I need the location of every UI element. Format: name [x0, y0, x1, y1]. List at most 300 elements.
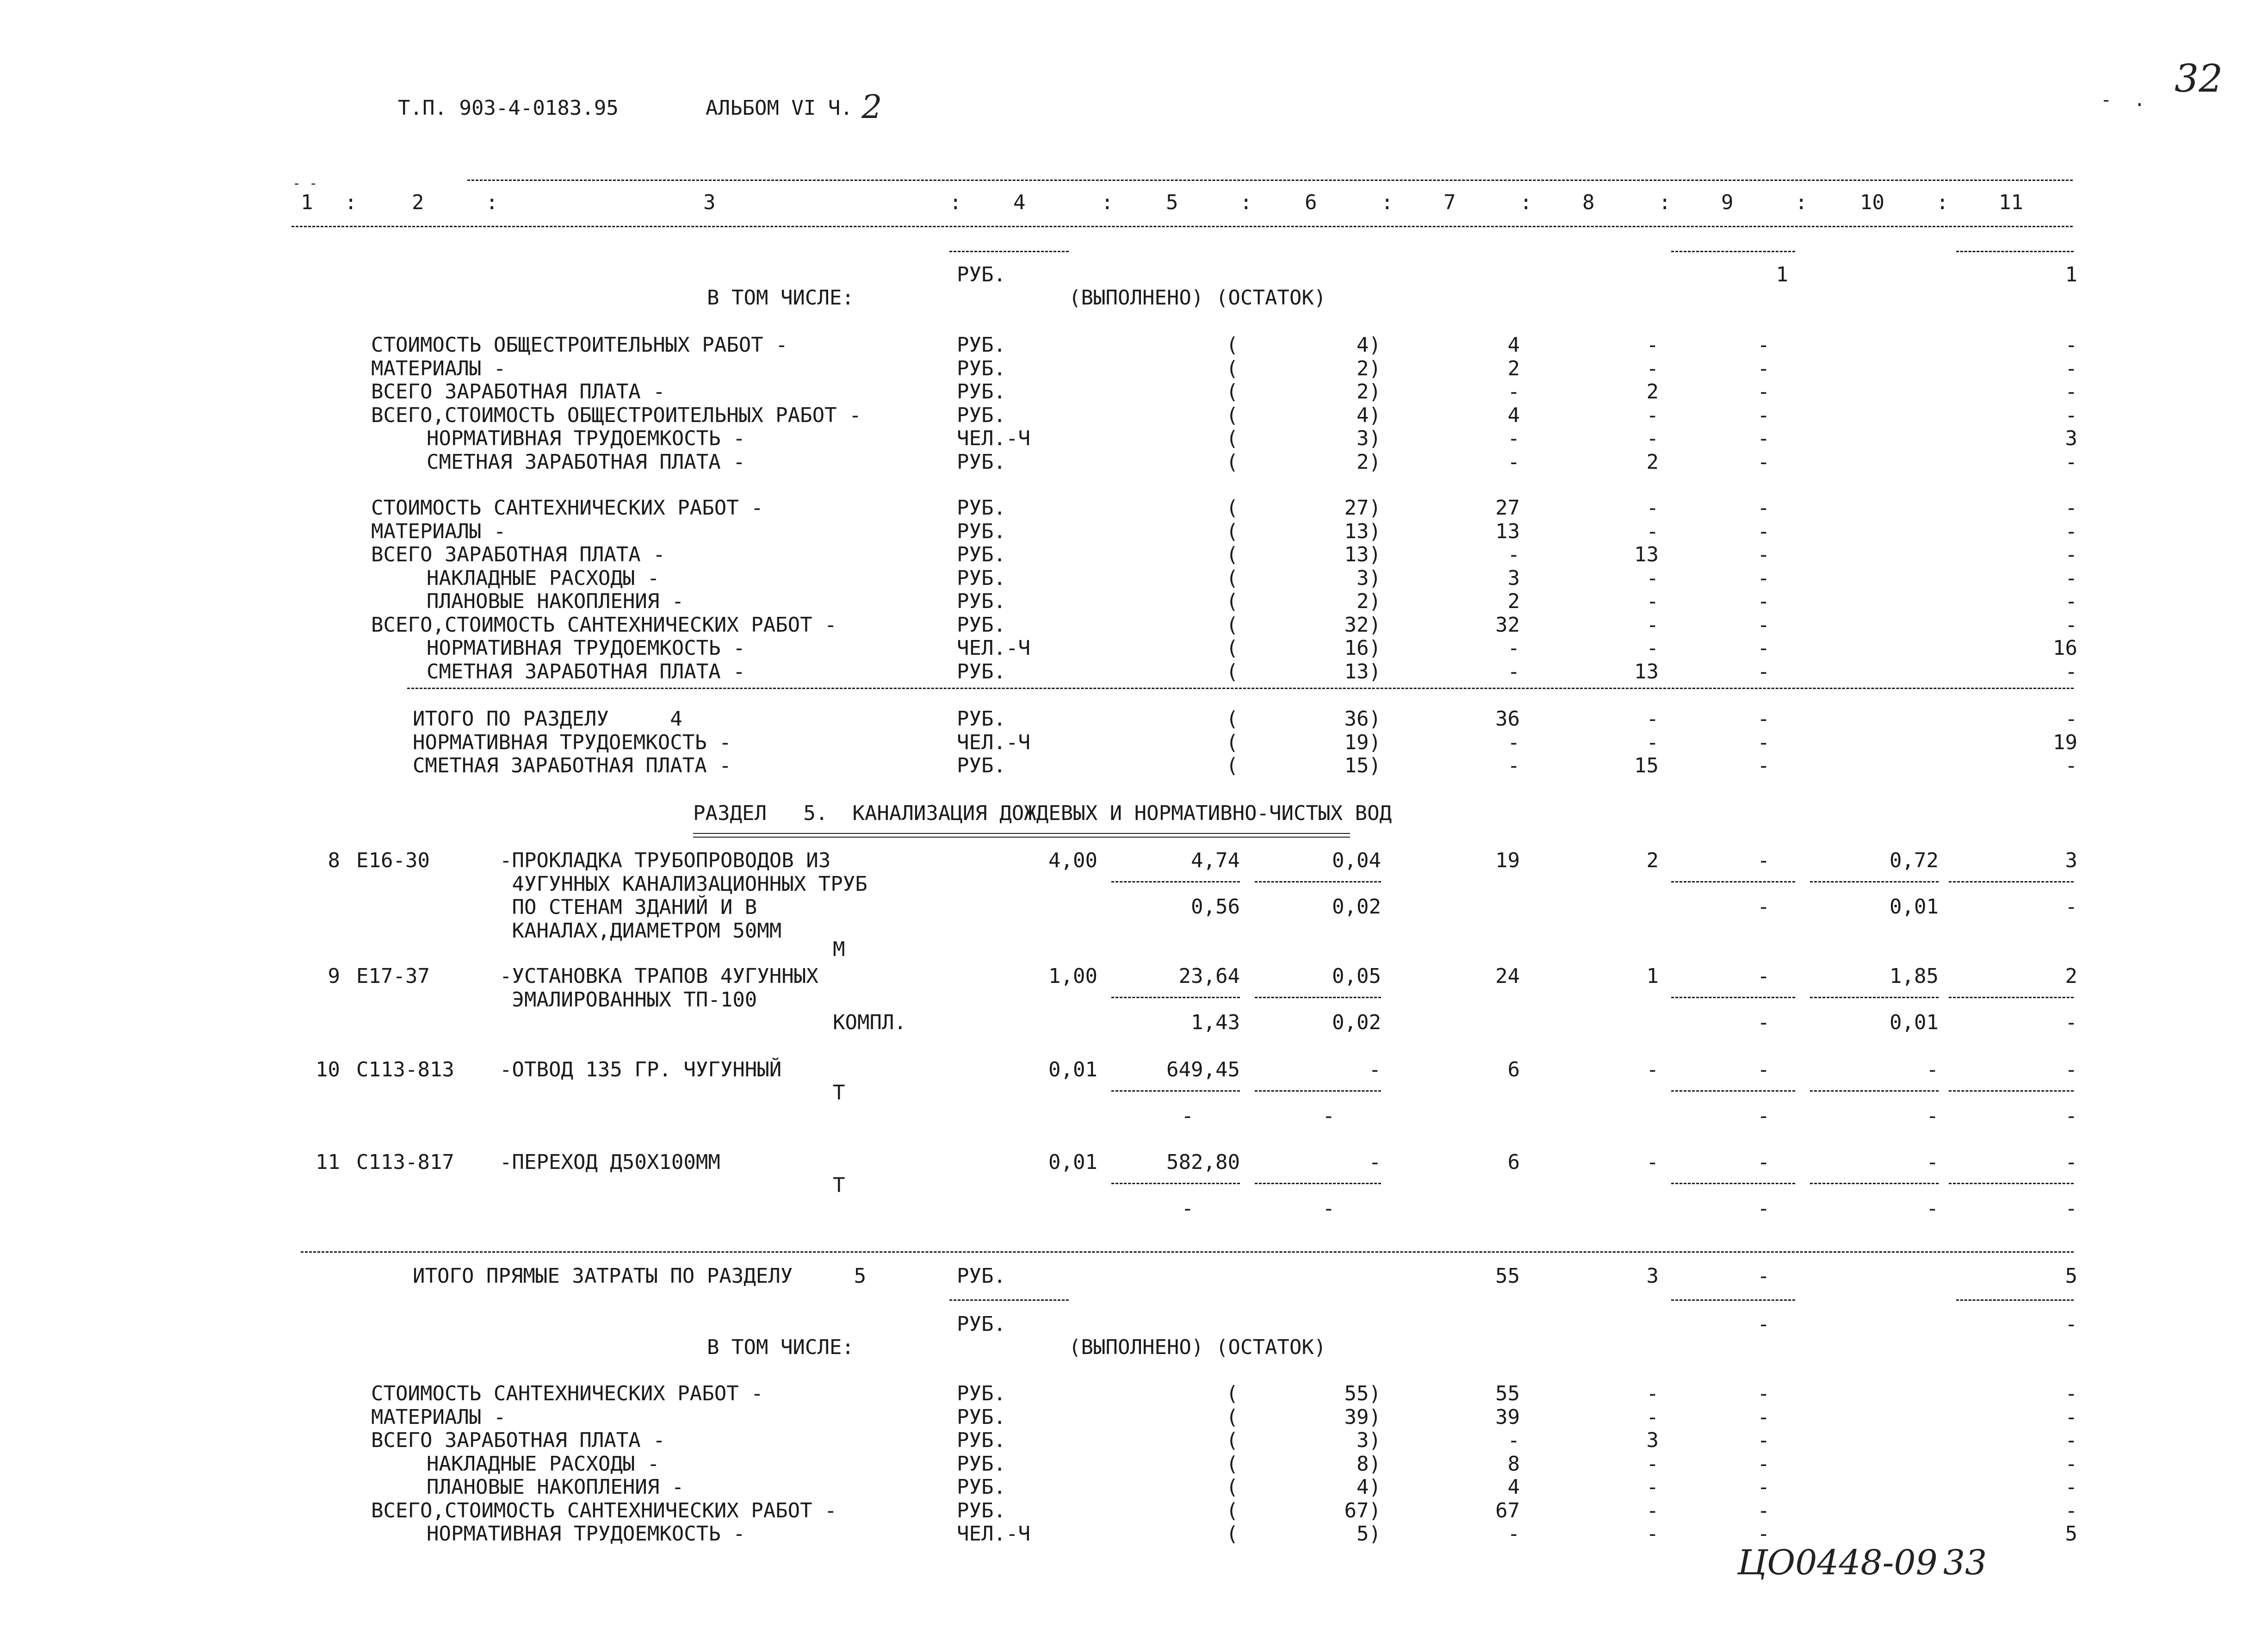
unit-cell: РУБ.	[957, 356, 1006, 380]
col11-cell: -	[2065, 707, 2077, 731]
col9-cell: -	[1757, 496, 1770, 520]
col6-sub-cell: -	[1322, 1104, 1335, 1128]
paren-cell: (	[1226, 590, 1239, 613]
col7-cell: 13	[1495, 519, 1520, 543]
item-code: С113-813	[356, 1058, 454, 1081]
rule-col11	[1956, 1299, 2074, 1301]
col7-cell: 36	[1495, 707, 1520, 731]
rule-col9	[1671, 1299, 1795, 1301]
section5-title-underline	[693, 833, 1350, 838]
col7-cell: 24	[1495, 964, 1520, 988]
column-separator: :	[949, 191, 962, 214]
col7-cell: -	[1507, 754, 1520, 777]
col10-cell: -	[1926, 1058, 1939, 1081]
item-description: ЭМАЛИРОВАННЫХ ТП-100	[500, 988, 757, 1012]
col9-cell: -	[1757, 1522, 1770, 1546]
unit-cell: РУБ.	[957, 1498, 1006, 1522]
rule-col10	[1810, 1090, 1939, 1092]
col8-cell: 3	[1646, 1264, 1659, 1288]
item-description: -ПРОКЛАДКА ТРУБОПРОВОДОВ ИЗ	[500, 849, 831, 872]
col11-cell: -	[2065, 333, 2077, 357]
col11-cell: -	[2065, 1405, 2077, 1429]
col8-cell: -	[1646, 1522, 1659, 1546]
item-number: 10	[316, 1058, 340, 1081]
unit-cell: ЧЕЛ.-Ч	[957, 636, 1030, 660]
col9-cell: -	[1757, 1405, 1770, 1429]
col11-cell: -	[2065, 1498, 2077, 1522]
unit-cell: ЧЕЛ.-Ч	[957, 427, 1030, 450]
item-description: КАНАЛАХ,ДИАМЕТРОМ 50ММ	[500, 919, 782, 943]
col11-cell: -	[2065, 450, 2077, 474]
col11-sub-cell: -	[2065, 1011, 2077, 1034]
column-number-6: 6	[1305, 191, 1317, 214]
breakdown-label: ПЛАНОВЫЕ НАКОПЛЕНИЯ -	[427, 1475, 684, 1499]
col6-cell: 32)	[1344, 613, 1381, 637]
col10-cell: 0,72	[1890, 849, 1939, 872]
rule-col10	[1810, 881, 1939, 882]
rule-col6	[1255, 1090, 1381, 1092]
col11-cell: -	[2065, 613, 2077, 637]
col11-cell: -	[2065, 496, 2077, 520]
col6-cell: 0,04	[1332, 849, 1381, 872]
header-tick: - -	[292, 175, 318, 192]
col11-cell: -	[2065, 1429, 2077, 1452]
unit-cell: РУБ.	[957, 450, 1006, 474]
paren-cell: (	[1226, 543, 1239, 566]
col8-cell: -	[1646, 403, 1659, 427]
breakdown-label: ВСЕГО,СТОИМОСТЬ САНТЕХНИЧЕСКИХ РАБОТ -	[371, 1498, 837, 1522]
breakdown-label: МАТЕРИАЛЫ -	[371, 1405, 506, 1429]
col11-sub-cell: -	[2065, 895, 2077, 919]
col8-cell: 1	[1646, 964, 1659, 988]
column-separator: :	[486, 191, 498, 214]
unit-cell: РУБ.	[957, 590, 1006, 613]
unit-cell: РУБ.	[957, 1382, 1006, 1405]
col9-cell: -	[1757, 707, 1770, 731]
unit-cell: РУБ.	[957, 754, 1006, 777]
rule-unit	[949, 1299, 1069, 1301]
col6-cell: 4)	[1357, 333, 1381, 357]
page-number-handwritten: 32	[2175, 57, 2223, 101]
rule-col10	[1810, 997, 1939, 998]
col9-sub-cell: -	[1757, 1011, 1770, 1034]
col7-cell: 39	[1495, 1405, 1520, 1429]
col9-cell: -	[1757, 1312, 1770, 1336]
item-description: ПО СТЕНАМ ЗДАНИЙ И В	[500, 895, 757, 919]
col9-cell: -	[1757, 730, 1770, 754]
col7-cell: 3	[1507, 566, 1520, 590]
col7-cell: 4	[1507, 403, 1520, 427]
col7-cell: 6	[1507, 1058, 1520, 1081]
column-number-2: 2	[412, 191, 424, 214]
col6-sub-cell: 0,02	[1332, 1011, 1381, 1034]
in-number-label: В ТОМ ЧИСЛЕ:	[707, 1336, 854, 1359]
col9-cell: -	[1757, 403, 1770, 427]
col8-cell: -	[1646, 1382, 1659, 1405]
paren-cell: (	[1226, 730, 1239, 754]
col8-cell: -	[1646, 356, 1659, 380]
col9-sub-cell: -	[1757, 1104, 1770, 1128]
col8-cell: -	[1646, 1150, 1659, 1174]
col11-cell: 5	[2065, 1522, 2077, 1546]
unit-cell: ЧЕЛ.-Ч	[957, 730, 1030, 754]
col11-cell: -	[2065, 543, 2077, 566]
breakdown-label: ВСЕГО ЗАРАБОТНАЯ ПЛАТА -	[371, 543, 665, 566]
col7-cell: 67	[1495, 1498, 1520, 1522]
col9-cell: -	[1757, 1475, 1770, 1499]
paren-cell: (	[1226, 1498, 1239, 1522]
breakdown-label: СТОИМОСТЬ САНТЕХНИЧЕСКИХ РАБОТ -	[371, 496, 763, 520]
col6-cell: 4)	[1357, 403, 1381, 427]
paren-cell: (	[1226, 1522, 1239, 1546]
unit-cell: РУБ.	[957, 707, 1006, 731]
done-rest-label: (ВЫПОЛНЕНО) (ОСТАТОК)	[1069, 286, 1326, 310]
col11-cell: -	[2065, 1150, 2077, 1174]
paren-cell: (	[1226, 519, 1239, 543]
rule-col10	[1810, 1183, 1939, 1184]
col8-cell: -	[1646, 707, 1659, 731]
col7-cell: 27	[1495, 496, 1520, 520]
col11-cell: -	[2065, 659, 2077, 683]
paren-cell: (	[1226, 1429, 1239, 1452]
column-separator: :	[1101, 191, 1114, 214]
item-description: -УСТАНОВКА ТРАПОВ 4УГУННЫХ	[500, 964, 818, 988]
col11-cell: -	[2065, 519, 2077, 543]
paren-cell: (	[1226, 613, 1239, 637]
col6-cell: 36)	[1344, 707, 1381, 731]
col5-sub-cell: 0,56	[1191, 895, 1240, 919]
unit-cell: РУБ.	[957, 1405, 1006, 1429]
item-number: 8	[328, 849, 340, 872]
col9-cell: -	[1757, 566, 1770, 590]
rule-col5	[1111, 1183, 1240, 1184]
col5-cell: 4,74	[1191, 849, 1240, 872]
paren-cell: (	[1226, 754, 1239, 777]
rule-section4-total	[407, 688, 2074, 689]
paren-cell: (	[1226, 403, 1239, 427]
col9-cell: -	[1757, 659, 1770, 683]
col8-cell: -	[1646, 333, 1659, 357]
col9-sub-cell: -	[1757, 1197, 1770, 1220]
rule-col11	[1949, 1090, 2074, 1092]
done-rest-label: (ВЫПОЛНЕНО) (ОСТАТОК)	[1069, 1336, 1326, 1359]
breakdown-label: ВСЕГО ЗАРАБОТНАЯ ПЛАТА -	[371, 1429, 665, 1452]
unit-cell: РУБ.	[957, 1475, 1006, 1499]
col7-cell: -	[1507, 450, 1520, 474]
col6-cell: -	[1369, 1150, 1381, 1174]
col7-cell: -	[1507, 659, 1520, 683]
col6-cell: 3)	[1357, 1429, 1381, 1452]
breakdown-label: СМЕТНАЯ ЗАРАБОТНАЯ ПЛАТА -	[427, 450, 745, 474]
paren-cell: (	[1226, 427, 1239, 450]
col8-cell: 15	[1634, 754, 1659, 777]
col8-cell: -	[1646, 1058, 1659, 1081]
col9-cell: -	[1757, 1452, 1770, 1476]
col11-cell: 3	[2065, 849, 2077, 872]
unit-cell: РУБ.	[957, 333, 1006, 357]
column-number-4: 4	[1013, 191, 1026, 214]
column-number-5: 5	[1166, 191, 1178, 214]
column-separator: :	[1381, 191, 1394, 214]
col8-cell: 2	[1646, 849, 1659, 872]
col6-cell: 2)	[1357, 380, 1381, 404]
rule-col5	[1111, 1090, 1240, 1092]
col6-cell: 39)	[1344, 1405, 1381, 1429]
header-rule-bottom	[291, 226, 2073, 227]
paren-cell: (	[1226, 450, 1239, 474]
col4-cell: 1,00	[1048, 964, 1097, 988]
col8-cell: 3	[1646, 1429, 1659, 1452]
col10-sub-cell: -	[1926, 1197, 1939, 1220]
col8-cell: -	[1646, 1498, 1659, 1522]
item-number: 9	[328, 964, 340, 988]
col8-cell: -	[1646, 730, 1659, 754]
col6-cell: 19)	[1344, 730, 1381, 754]
col6-cell: 5)	[1357, 1522, 1381, 1546]
col8-cell: -	[1646, 636, 1659, 660]
col11-sub-cell: -	[2065, 1197, 2077, 1220]
col6-cell: 8)	[1357, 1452, 1381, 1476]
col11-cell: 3	[2065, 427, 2077, 450]
col9-cell: -	[1757, 849, 1770, 872]
col11-cell: -	[2065, 1058, 2077, 1081]
item-unit: Т	[833, 1174, 845, 1197]
col7-cell: 2	[1507, 590, 1520, 613]
item-unit: КОМПЛ.	[833, 1011, 906, 1034]
rule-col5	[1111, 997, 1240, 998]
item-description: -ПЕРЕХОД Д50Х100ММ	[500, 1150, 720, 1174]
unit-cell: РУБ.	[957, 403, 1006, 427]
breakdown-label: ИТОГО ПО РАЗДЕЛУ 4	[413, 707, 682, 731]
col5-cell: 649,45	[1166, 1058, 1240, 1081]
col10-sub-cell: 0,01	[1890, 895, 1939, 919]
col6-cell: -	[1369, 1058, 1381, 1081]
item-code: С113-817	[356, 1150, 454, 1174]
col5-sub-cell: 1,43	[1191, 1011, 1240, 1034]
col7-cell: -	[1507, 730, 1520, 754]
col6-cell: 3)	[1357, 566, 1381, 590]
col11-cell: 19	[2053, 730, 2077, 754]
col8-cell: -	[1646, 496, 1659, 520]
col11-cell: 1	[2065, 263, 2077, 286]
col9-cell: -	[1757, 1058, 1770, 1081]
breakdown-label: ВСЕГО ЗАРАБОТНАЯ ПЛАТА -	[371, 380, 665, 404]
unit-cell: РУБ.	[957, 566, 1006, 590]
rule-col9	[1671, 1090, 1795, 1092]
col11-cell: -	[2065, 403, 2077, 427]
unit-cell: РУБ.	[957, 380, 1006, 404]
column-separator: :	[1240, 191, 1252, 214]
breakdown-label: СТОИМОСТЬ САНТЕХНИЧЕСКИХ РАБОТ -	[371, 1382, 763, 1405]
item-description: 4УГУННЫХ КАНАЛИЗАЦИОННЫХ ТРУБ	[500, 872, 868, 896]
col6-cell: 16)	[1344, 636, 1381, 660]
breakdown-label: МАТЕРИАЛЫ -	[371, 356, 506, 380]
col11-cell: -	[2065, 590, 2077, 613]
rule-col9	[1671, 997, 1795, 998]
item-code: Е16-30	[356, 849, 430, 872]
col9-cell: -	[1757, 380, 1770, 404]
col8-cell: -	[1646, 1452, 1659, 1476]
col4-cell: 0,01	[1048, 1150, 1097, 1174]
col9-cell: -	[1757, 1264, 1770, 1288]
col6-cell: 13)	[1344, 519, 1381, 543]
unit-cell: РУБ.	[957, 613, 1006, 637]
col6-cell: 55)	[1344, 1382, 1381, 1405]
col4-cell: 4,00	[1048, 849, 1097, 872]
col8-cell: -	[1646, 590, 1659, 613]
unit-cell: РУБ.	[957, 1264, 1006, 1288]
col9-cell: -	[1757, 1498, 1770, 1522]
col8-cell: 13	[1634, 543, 1659, 566]
col11-sub-cell: -	[2065, 1104, 2077, 1128]
column-number-8: 8	[1582, 191, 1595, 214]
col9-cell: -	[1757, 1382, 1770, 1405]
unit-cell: РУБ.	[957, 519, 1006, 543]
album-part-handwritten: 2	[861, 88, 882, 126]
column-number-7: 7	[1444, 191, 1456, 214]
col7-cell: 4	[1507, 1475, 1520, 1499]
col7-cell: -	[1507, 427, 1520, 450]
rule-col9	[1671, 1183, 1795, 1184]
col9-cell: -	[1757, 636, 1770, 660]
column-separator: :	[1659, 191, 1671, 214]
paren-cell: (	[1226, 566, 1239, 590]
col8-cell: -	[1646, 519, 1659, 543]
breakdown-label: НОРМАТИВНАЯ ТРУДОЕМКОСТЬ -	[427, 636, 745, 660]
col6-cell: 3)	[1357, 427, 1381, 450]
corner-marks: - .	[2101, 89, 2145, 111]
col8-cell: -	[1646, 1475, 1659, 1499]
col9-cell: -	[1757, 1429, 1770, 1452]
col5-sub-cell: -	[1181, 1197, 1194, 1220]
col5-sub-cell: -	[1181, 1104, 1194, 1128]
rule-col9	[1671, 251, 1795, 252]
column-separator: :	[1795, 191, 1808, 214]
col6-cell: 13)	[1344, 659, 1381, 683]
rule-col6	[1255, 997, 1381, 998]
breakdown-label: МАТЕРИАЛЫ -	[371, 519, 506, 543]
rule-col11	[1949, 997, 2074, 998]
column-number-1: 1	[301, 191, 313, 214]
paren-cell: (	[1226, 1382, 1239, 1405]
paren-cell: (	[1226, 1475, 1239, 1499]
paren-cell: (	[1226, 1405, 1239, 1429]
col8-cell: 2	[1646, 450, 1659, 474]
col11-cell: 16	[2053, 636, 2077, 660]
col11-cell: -	[2065, 1312, 2077, 1336]
paren-cell: (	[1226, 496, 1239, 520]
col9-cell: -	[1757, 543, 1770, 566]
col11-cell: -	[2065, 566, 2077, 590]
column-separator: :	[1520, 191, 1532, 214]
rule-col9	[1671, 881, 1795, 882]
item-number: 11	[316, 1150, 340, 1174]
col9-cell: -	[1757, 450, 1770, 474]
col9-cell: -	[1757, 590, 1770, 613]
col6-sub-cell: 0,02	[1332, 895, 1381, 919]
col9-cell: -	[1757, 613, 1770, 637]
col8-cell: -	[1646, 566, 1659, 590]
rule-col11	[1949, 1183, 2074, 1184]
breakdown-label: НАКЛАДНЫЕ РАСХОДЫ -	[427, 566, 660, 590]
paren-cell: (	[1226, 380, 1239, 404]
rule-col6	[1255, 881, 1381, 882]
breakdown-label: ВСЕГО,СТОИМОСТЬ ОБЩЕСТРОИТЕЛЬНЫХ РАБОТ -	[371, 403, 861, 427]
paren-cell: (	[1226, 636, 1239, 660]
footer-number-handwritten: 33	[1943, 1543, 1987, 1583]
col8-cell: 2	[1646, 380, 1659, 404]
breakdown-label: НОРМАТИВНАЯ ТРУДОЕМКОСТЬ -	[427, 1522, 745, 1546]
col8-cell: -	[1646, 427, 1659, 450]
col7-cell: 32	[1495, 613, 1520, 637]
unit-cell: РУБ.	[957, 1429, 1006, 1452]
rule-col5	[1111, 881, 1240, 882]
item-description: -ОТВОД 135 ГР. ЧУГУННЫЙ	[500, 1058, 782, 1081]
col6-cell: 15)	[1344, 754, 1381, 777]
col7-cell: 4	[1507, 333, 1520, 357]
col6-cell: 2)	[1357, 356, 1381, 380]
unit-cell: РУБ.	[957, 1312, 1006, 1336]
col11-cell: -	[2065, 1452, 2077, 1476]
col8-cell: 13	[1634, 659, 1659, 683]
col11-cell: -	[2065, 754, 2077, 777]
unit-cell: РУБ.	[957, 1452, 1006, 1476]
col7-cell: 55	[1495, 1382, 1520, 1405]
column-number-3: 3	[703, 191, 716, 214]
rule-col6	[1255, 1183, 1381, 1184]
album-label: АЛЬБОМ VI Ч.	[706, 96, 853, 120]
section5-title: РАЗДЕЛ 5. КАНАЛИЗАЦИЯ ДОЖДЕВЫХ И НОРМАТИВНО-ЧИСТЫХ ВОД	[693, 801, 1392, 825]
col6-cell: 4)	[1357, 1475, 1381, 1499]
col6-sub-cell: -	[1322, 1197, 1335, 1220]
col6-cell: 13)	[1344, 543, 1381, 566]
col10-cell: 1,85	[1890, 964, 1939, 988]
column-separator: :	[345, 191, 357, 214]
col9-sub-cell: -	[1757, 895, 1770, 919]
col6-cell: 67)	[1344, 1498, 1381, 1522]
item-unit: М	[833, 938, 845, 961]
unit-cell: ЧЕЛ.-Ч	[957, 1522, 1030, 1546]
item-code: Е17-37	[356, 964, 430, 988]
col9-cell: -	[1757, 964, 1770, 988]
paren-cell: (	[1226, 1452, 1239, 1476]
col7-cell: -	[1507, 380, 1520, 404]
col4-cell: 0,01	[1048, 1058, 1097, 1081]
breakdown-label: НАКЛАДНЫЕ РАСХОДЫ -	[427, 1452, 660, 1476]
rule-col11	[1949, 881, 2074, 882]
col7-cell: -	[1507, 1429, 1520, 1452]
col6-cell: 0,05	[1332, 964, 1381, 988]
col7-cell: -	[1507, 543, 1520, 566]
col11-cell: 2	[2065, 964, 2077, 988]
col5-cell: 582,80	[1166, 1150, 1240, 1174]
breakdown-label: НОРМАТИВНАЯ ТРУДОЕМКОСТЬ -	[427, 427, 745, 450]
column-number-9: 9	[1721, 191, 1734, 214]
col9-cell: -	[1757, 427, 1770, 450]
col9-cell: -	[1757, 519, 1770, 543]
rule-unit	[949, 251, 1069, 252]
breakdown-label: НОРМАТИВНАЯ ТРУДОЕМКОСТЬ -	[413, 730, 731, 754]
col7-cell: 19	[1495, 849, 1520, 872]
column-number-10: 10	[1860, 191, 1884, 214]
col9-cell: 1	[1776, 263, 1788, 286]
col7-cell: -	[1507, 1522, 1520, 1546]
unit-cell: РУБ.	[957, 543, 1006, 566]
header-rule-top	[467, 180, 2073, 181]
breakdown-label: СМЕТНАЯ ЗАРАБОТНАЯ ПЛАТА -	[427, 659, 745, 683]
col9-cell: -	[1757, 356, 1770, 380]
col6-cell: 27)	[1344, 496, 1381, 520]
